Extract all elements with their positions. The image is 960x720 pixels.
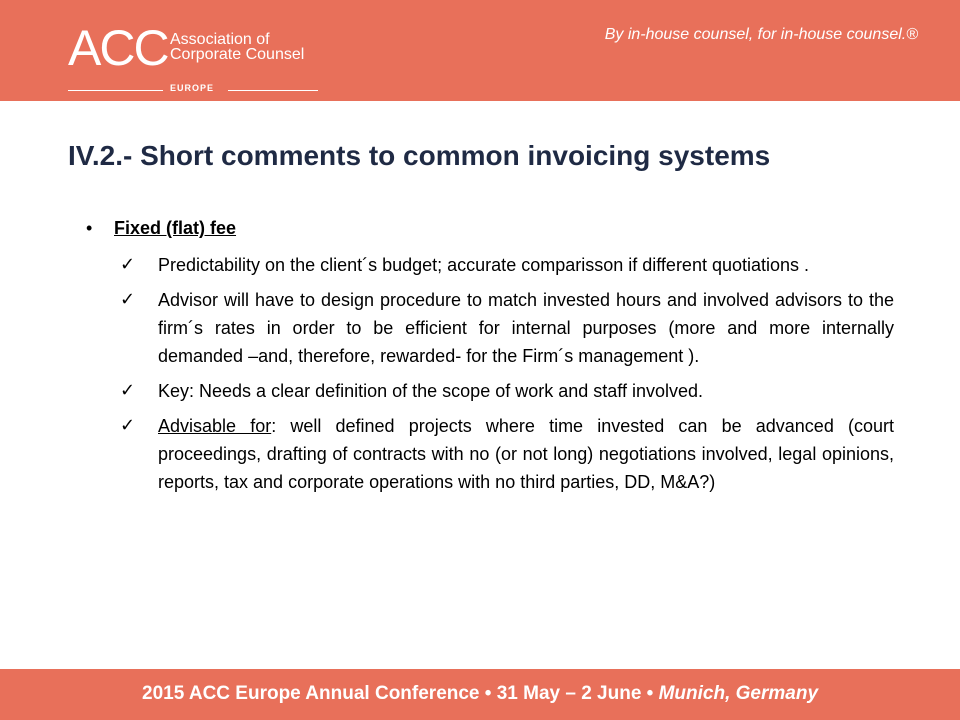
list-item bbox=[120, 412, 894, 496]
check-icon: ✓ bbox=[120, 380, 136, 401]
header-bar bbox=[0, 0, 960, 101]
logo-org-name-line2: Corporate Counsel bbox=[170, 46, 305, 63]
bullet-marker: • bbox=[86, 218, 93, 238]
list-item-text: : well defined projects where time invested can be advanced (court proceedings, drafting of contracts with no (or not long) negotiations involved, legal opinions, reports, tax and corporate operations with no third parties, DD, M&A?) bbox=[158, 416, 894, 492]
logo-rule-left bbox=[68, 90, 163, 91]
bullet-label: Fixed (flat) fee bbox=[114, 218, 237, 238]
list-item-text: Key: Needs a clear definition of the scope of work and staff involved. bbox=[158, 381, 703, 401]
tagline: By in-house counsel, for in-house counsel.® bbox=[604, 26, 918, 43]
logo-mark: ACC bbox=[68, 20, 168, 76]
footer-bar bbox=[0, 669, 960, 720]
list-item bbox=[120, 251, 894, 279]
slide-title: IV.2.- Short comments to common invoicing systems bbox=[68, 140, 771, 171]
list-item-text: Advisor will have to design procedure to match invested hours and involved advisors to the firm´s rates in order to be efficient for internal purposes (more and more internally demanded –and, therefore, rewarded- for the Firm´s management ). bbox=[158, 290, 894, 366]
check-icon: ✓ bbox=[120, 289, 136, 310]
check-list bbox=[120, 251, 894, 503]
footer-text bbox=[142, 683, 818, 705]
footer-event: 2015 ACC Europe Annual Conference • 31 May – 2 June • bbox=[142, 683, 659, 704]
bullet-heading bbox=[86, 218, 236, 239]
logo-rule-right bbox=[228, 90, 318, 91]
list-item-text: Predictability on the client´s budget; accurate comparisson if different quotiations . bbox=[158, 255, 810, 275]
acc-logo bbox=[68, 20, 318, 98]
logo-org-name-line1: Association of bbox=[170, 31, 270, 48]
check-icon: ✓ bbox=[120, 254, 136, 275]
footer-location: Munich, Germany bbox=[658, 683, 819, 704]
list-item bbox=[120, 286, 894, 370]
list-item-label: Advisable for bbox=[158, 416, 272, 436]
logo-region: EUROPE bbox=[170, 83, 215, 93]
list-item bbox=[120, 377, 894, 405]
logo-org-name bbox=[170, 32, 330, 62]
check-icon: ✓ bbox=[120, 415, 136, 436]
